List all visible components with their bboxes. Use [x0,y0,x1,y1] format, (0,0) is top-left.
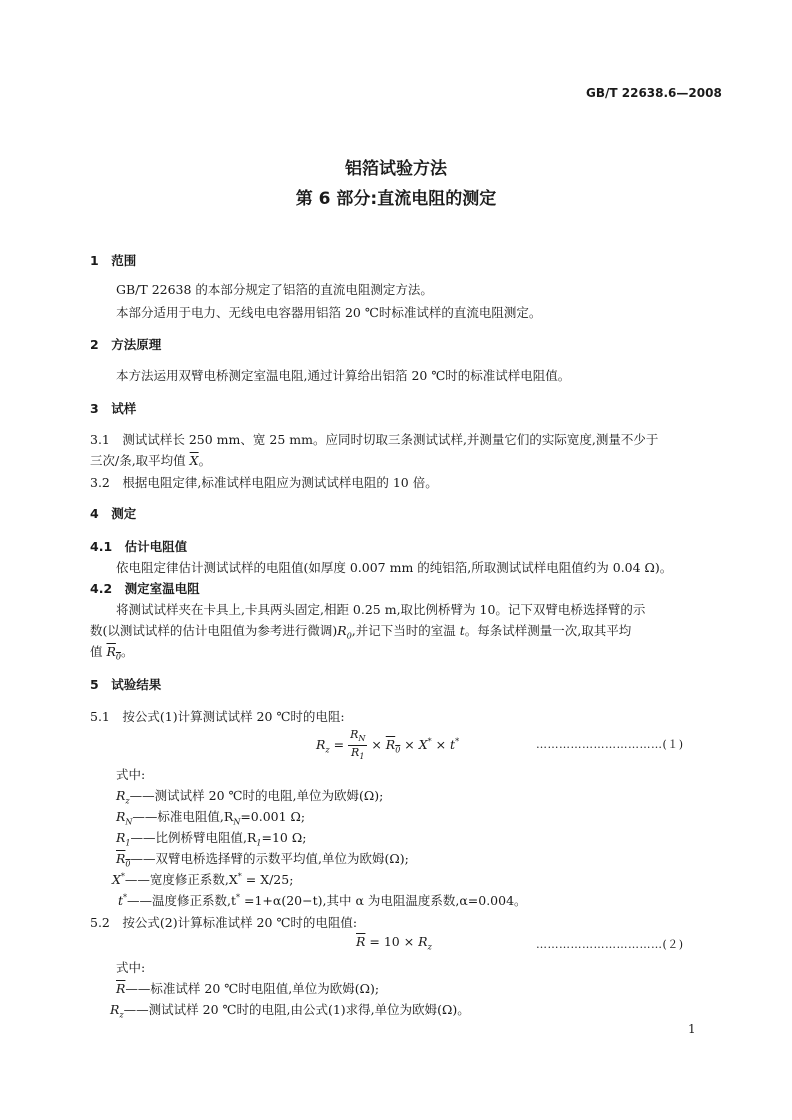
section-2-heading: 2 方法原理 [90,337,162,352]
def-text: ——测试试样 20 ℃时的电阻,由公式(1)求得,单位为欧姆(Ω)。 [123,1002,470,1017]
clause-5-2: 5.2 按公式(2)计算标准试样 20 ℃时的电阻值: [90,915,358,930]
rn-symbol: R [350,728,359,741]
x-star-superscript: * [427,737,432,747]
clause-3-1-line-1: 3.1 测试试样长 250 mm、宽 25 mm。应同时切取三条测试试样,并测量它们的实际宽度,测量不少于 [90,432,659,447]
clause-5-1: 5.1 按公式(1)计算测试试样 20 ℃时的电阻: [90,709,345,724]
def-subscript: N [125,817,133,827]
clause-4-2-text-end: 。每条试样测量一次,取其平均 [464,623,632,638]
symbol-x-bar: $\overline{X}$ [189,453,199,468]
section-5-heading: 5 试验结果 [90,677,162,692]
def-symbol: R [110,1002,120,1017]
def-symbol: R [116,830,126,845]
clause-3-1-end: 。 [198,453,212,468]
where-label-1: 式中: [116,767,146,782]
clause-4-2-text-value: 值 [90,644,107,659]
section-2-paragraph: 本方法运用双臂电桥测定室温电阻,通过计算给出铝箔 20 ℃时的标准试样电阻值。 [116,368,571,383]
clause-4-1-heading: 4.1 估计电阻值 [90,539,188,554]
def-symbol: R [116,788,126,803]
def-symbol: t [118,893,124,908]
rn-subscript: N [358,734,366,744]
x-star-term: × X [400,737,428,753]
definition-x-star [112,870,293,888]
rz-symbol: R [418,934,428,949]
section-3-heading: 3 试样 [90,401,137,416]
def-text: ——比例桥臂电阻值,R [130,830,257,845]
def-tail: = X/25; [241,872,294,887]
rz-subscript: z [427,942,432,952]
page-number: 1 [688,1022,696,1036]
formula-1-fraction [348,728,367,763]
standard-code: GB/T 22638.6—2008 [586,86,722,100]
symbol-r0-bar: $R_0$ [106,644,121,662]
document-title-line2: 第 6 部分:直流电阻的测定 [295,189,497,209]
definition-r-bar [116,979,379,997]
def-symbol: R [116,851,126,866]
clause-4-1-paragraph: 依电阻定律估计测试试样的电阻值(如厚度 0.007 mm 的纯铝箔,所取测试试样电阻值约为 0.04 Ω)。 [116,560,673,575]
rz-symbol: R [316,737,326,753]
clause-3-1-text: 三次/条,取平均值 [90,453,190,468]
clause-3-2: 3.2 根据电阻定律,标准试样电阻应为测试试样电阻的 10 倍。 [90,475,438,490]
fraction-numerator [348,728,367,746]
def-tail-subscript: N [233,817,241,827]
clause-4-2-heading: 4.2 测定室温电阻 [90,581,200,596]
rz-subscript: z [325,745,330,755]
section-1-paragraph-1: GB/T 22638 的本部分规定了铝箔的直流电阻测定方法。 [116,282,433,297]
r0-bar-subscript: 0 [395,745,401,755]
clause-4-2-line-2 [90,621,631,641]
def-tail-superscript: * [237,871,242,881]
definition-r1 [116,828,306,848]
t-star-term: × t [431,737,456,753]
def-text: ——温度修正系数,t [127,893,237,908]
clause-4-2-text-final: 。 [121,644,134,659]
def-subscript: z [125,796,130,806]
def-subscript: 1 [125,838,131,848]
r0-bar-term [385,737,401,755]
def-tail-subscript: 1 [256,838,262,848]
section-4-heading: 4 测定 [90,506,137,521]
def-symbol: R [116,809,126,824]
r1-subscript: 1 [359,752,365,762]
definition-rn [116,807,305,827]
section-1-heading: 1 范围 [90,253,137,268]
def-symbol: $\overline{R}$ [116,981,126,996]
t-star-superscript: * [455,737,460,747]
formula-1-equals: = [329,737,349,753]
def-text: ——测试试样 20 ℃时的电阻,单位为欧姆(Ω); [129,788,384,803]
symbol-r0-base: R [337,623,347,638]
symbol-r0-bar-base: R [106,644,116,659]
definition-rz-2 [110,1000,470,1020]
where-label-2: 式中: [116,960,146,975]
formula-2-number: ……………………………(２) [536,938,684,951]
def-superscript: * [123,892,128,902]
def-text: ——双臂电桥选择臂的示数平均值,单位为欧姆(Ω); [130,851,409,866]
fraction-denominator [348,746,367,763]
def-symbol: X [112,872,121,887]
definition-r0-bar [116,849,409,869]
def-subscript: z [119,1010,124,1020]
formula-1 [316,728,459,763]
formula-2-equals: = 10 × [365,934,419,949]
clause-4-2-text: 数(以测试试样的估计电阻值为参考进行微调) [90,623,338,638]
clause-4-2-line-1: 将测试试样夹在卡具上,卡具两头固定,相距 0.25 m,取比例桥臂为 10。记下双臂电桥选择臂的示 [116,602,646,617]
times-sign: × [367,737,386,753]
symbol-r0: $R_0$ [337,623,352,641]
def-subscript: 0 [125,859,131,869]
def-tail: =10 Ω; [261,830,307,845]
r0-bar-symbol: R [385,737,396,753]
definition-rz [116,786,383,806]
def-text: ——标准电阻值,R [132,809,234,824]
clause-4-2-line-3 [90,642,134,662]
formula-1-number: ……………………………(１) [536,738,684,751]
def-tail: =0.001 Ω; [240,809,306,824]
section-1-paragraph-2: 本部分适用于电力、无线电电容器用铝箔 20 ℃时标准试样的直流电阻测定。 [116,305,542,320]
def-symbol-overlined [116,851,131,869]
def-tail-superscript: * [236,892,241,902]
symbol-t: t [459,623,465,638]
def-superscript: * [120,871,125,881]
def-tail: =1+α(20−t),其中 α 为电阻温度系数,α=0.004。 [240,893,527,908]
clause-3-1-line-2 [90,451,211,469]
formula-2 [356,934,432,952]
clause-4-2-text-mid: ,并记下当时的室温 [351,623,460,638]
def-text: ——标准试样 20 ℃时电阻值,单位为欧姆(Ω); [125,981,380,996]
document-title-line1: 铝箔试验方法 [345,159,447,179]
def-text: ——宽度修正系数,X [124,872,238,887]
definition-t-star [118,891,527,909]
r-bar-symbol: $\overline{R}$ [356,934,366,949]
formula-1-lhs [316,737,330,755]
r1-symbol: R [351,746,360,760]
